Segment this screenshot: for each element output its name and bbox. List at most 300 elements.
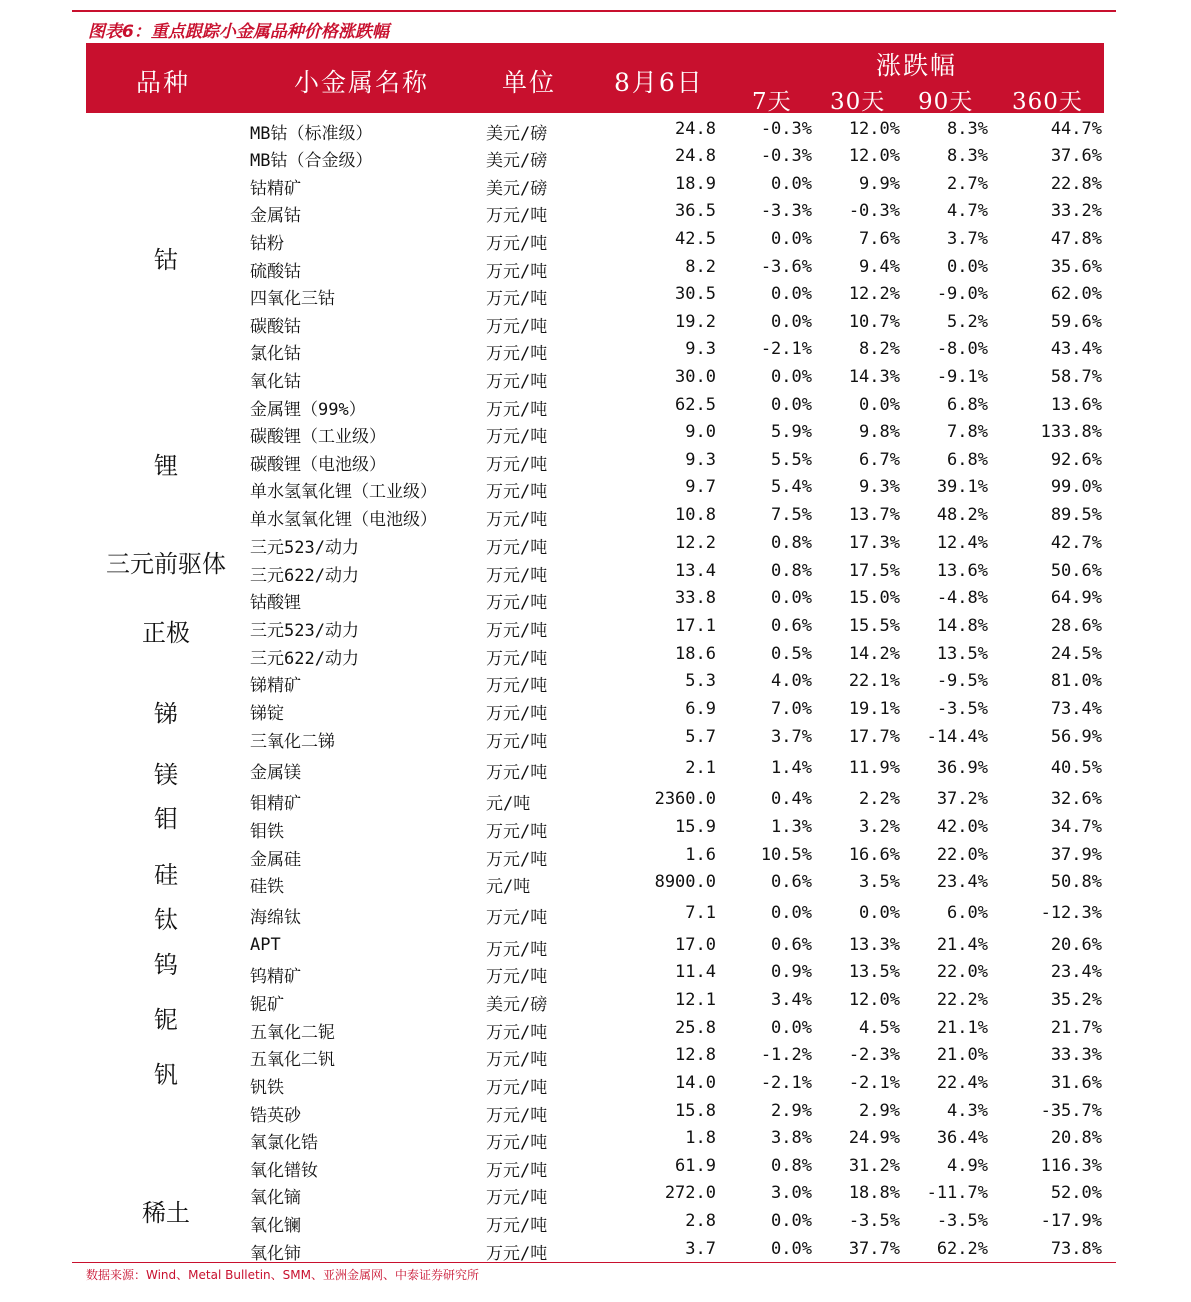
unit-cell: 万元/吨 [486,400,548,420]
metal-name-cell: 铌矿 [250,995,284,1015]
change-7d-cell: 0.6% [771,616,812,636]
price-cell: 19.2 [675,312,716,332]
price-cell: 5.7 [685,727,716,747]
change-30d-cell: 6.7% [859,450,900,470]
table-row [86,696,1104,723]
change-360d-cell: 22.8% [1050,174,1102,194]
table-row [86,1042,1104,1069]
change-7d-cell: 0.0% [771,395,812,415]
change-7d-cell: 0.0% [771,174,812,194]
change-360d-cell: 33.2% [1050,201,1102,221]
change-7d-cell: 3.7% [771,727,812,747]
change-360d-cell: 56.9% [1050,727,1102,747]
change-7d-cell: 5.4% [771,477,812,497]
unit-cell: 万元/吨 [486,732,548,752]
change-90d-cell: 23.4% [936,872,988,892]
unit-cell: 万元/吨 [486,566,548,586]
change-90d-cell: 8.3% [947,119,988,139]
metal-name-cell: 五氧化二铌 [250,1023,335,1043]
table-row [86,641,1104,668]
change-90d-cell: 14.8% [936,616,988,636]
unit-cell: 万元/吨 [486,1050,548,1070]
price-cell: 8900.0 [654,872,716,892]
change-360d-cell: -35.7% [1040,1101,1102,1121]
change-90d-cell: 37.2% [936,789,988,809]
metal-name-cell: 海绵钛 [250,908,301,928]
metal-name-cell: 氧化镨钕 [250,1161,318,1181]
metal-name-cell: 氧化镝 [250,1188,301,1208]
metal-name-cell: 四氧化三钴 [250,289,335,309]
change-30d-cell: 24.9% [848,1128,900,1148]
metal-name-cell: 五氧化二钒 [250,1050,335,1070]
change-7d-cell: -3.3% [760,201,812,221]
price-cell: 18.6 [675,644,716,664]
price-cell: 13.4 [675,561,716,581]
change-360d-cell: 23.4% [1050,962,1102,982]
unit-cell: 万元/吨 [486,1133,548,1153]
table-row [86,419,1104,446]
change-360d-cell: 89.5% [1050,505,1102,525]
price-cell: 1.8 [685,1128,716,1148]
change-90d-cell: 6.0% [947,903,988,923]
change-30d-cell: 14.3% [848,367,900,387]
change-7d-cell: 0.0% [771,903,812,923]
change-90d-cell: 22.2% [936,990,988,1010]
category-label: 锂 [154,452,178,480]
change-7d-cell: 4.0% [771,671,812,691]
change-360d-cell: 73.4% [1050,699,1102,719]
change-360d-cell: 43.4% [1050,339,1102,359]
metal-name-cell: 钼铁 [250,822,284,842]
unit-cell: 万元/吨 [486,822,548,842]
unit-cell: 万元/吨 [486,1023,548,1043]
unit-cell: 万元/吨 [486,372,548,392]
change-30d-cell: 9.4% [859,257,900,277]
change-90d-cell: 62.2% [936,1239,988,1259]
change-360d-cell: 92.6% [1050,450,1102,470]
change-90d-cell: -4.8% [936,588,988,608]
change-7d-cell: 0.4% [771,789,812,809]
change-360d-cell: 50.8% [1050,872,1102,892]
change-360d-cell: -17.9% [1040,1211,1102,1231]
metal-name-cell: 氧化钴 [250,372,301,392]
change-90d-cell: 12.4% [936,533,988,553]
change-7d-cell: -2.1% [760,1073,812,1093]
table-row [86,558,1104,585]
table-row [86,1153,1104,1180]
change-90d-cell: 4.9% [947,1156,988,1176]
unit-cell: 万元/吨 [486,908,548,928]
change-360d-cell: 20.6% [1050,935,1102,955]
table-row [86,116,1104,143]
change-90d-cell: 8.3% [947,146,988,166]
table-row [86,1015,1104,1042]
change-90d-cell: -9.0% [936,284,988,304]
table-row [86,613,1104,640]
price-cell: 14.0 [675,1073,716,1093]
change-360d-cell: 35.2% [1050,990,1102,1010]
footer-divider [72,1262,1116,1263]
table-row [86,364,1104,391]
metal-name-cell: 三元622/动力 [250,566,359,586]
change-30d-cell: 0.0% [859,395,900,415]
price-cell: 9.7 [685,477,716,497]
change-7d-cell: 0.8% [771,1156,812,1176]
change-7d-cell: 0.0% [771,1211,812,1231]
metal-name-cell: 硅铁 [250,877,284,897]
change-30d-cell: 9.8% [859,422,900,442]
metal-name-cell: 氧化铈 [250,1244,301,1264]
change-360d-cell: 133.8% [1040,422,1102,442]
change-90d-cell: 6.8% [947,450,988,470]
change-30d-cell: 15.0% [848,588,900,608]
unit-cell: 万元/吨 [486,1161,548,1181]
unit-cell: 万元/吨 [486,482,548,502]
header-unit: 单位 [502,68,557,97]
table-row [86,724,1104,751]
change-360d-cell: -12.3% [1040,903,1102,923]
category-label: 钒 [154,1061,178,1089]
unit-cell: 万元/吨 [486,621,548,641]
unit-cell: 美元/磅 [486,179,548,199]
header-variety: 品种 [136,68,191,97]
price-cell: 61.9 [675,1156,716,1176]
metal-name-cell: 锑精矿 [250,676,301,696]
price-cell: 9.3 [685,339,716,359]
change-7d-cell: 0.6% [771,935,812,955]
change-7d-cell: 7.0% [771,699,812,719]
change-7d-cell: 0.0% [771,1239,812,1259]
change-360d-cell: 13.6% [1050,395,1102,415]
category-label: 三元前驱体 [106,550,226,578]
change-360d-cell: 33.3% [1050,1045,1102,1065]
metal-name-cell: 锑锭 [250,704,284,724]
change-90d-cell: 3.7% [947,229,988,249]
change-90d-cell: -11.7% [926,1183,988,1203]
category-label: 正极 [142,619,190,647]
unit-cell: 元/吨 [486,877,531,897]
change-30d-cell: 12.0% [848,119,900,139]
price-cell: 6.9 [685,699,716,719]
price-cell: 11.4 [675,962,716,982]
change-360d-cell: 32.6% [1050,789,1102,809]
change-90d-cell: -14.4% [926,727,988,747]
change-30d-cell: 12.0% [848,146,900,166]
change-360d-cell: 31.6% [1050,1073,1102,1093]
table-row [86,143,1104,170]
change-30d-cell: 4.5% [859,1018,900,1038]
change-90d-cell: 0.0% [947,257,988,277]
change-360d-cell: 116.3% [1040,1156,1102,1176]
metal-name-cell: MB钴（合金级） [250,151,373,171]
change-7d-cell: -1.2% [760,1045,812,1065]
price-cell: 8.2 [685,257,716,277]
unit-cell: 万元/吨 [486,206,548,226]
table-row [86,869,1104,896]
category-label: 铌 [154,1006,178,1034]
price-cell: 12.1 [675,990,716,1010]
change-360d-cell: 59.6% [1050,312,1102,332]
change-30d-cell: 9.9% [859,174,900,194]
table-row [86,1098,1104,1125]
change-30d-cell: 2.9% [859,1101,900,1121]
header-30d: 30天 [830,89,886,115]
metal-name-cell: 氧化镧 [250,1216,301,1236]
unit-cell: 万元/吨 [486,593,548,613]
price-cell: 24.8 [675,119,716,139]
change-360d-cell: 37.9% [1050,845,1102,865]
change-90d-cell: 22.4% [936,1073,988,1093]
change-360d-cell: 50.6% [1050,561,1102,581]
change-30d-cell: 12.2% [848,284,900,304]
change-30d-cell: 18.8% [848,1183,900,1203]
change-7d-cell: 0.0% [771,284,812,304]
change-7d-cell: 3.4% [771,990,812,1010]
price-cell: 15.8 [675,1101,716,1121]
change-90d-cell: 36.9% [936,758,988,778]
header-date: 8月6日 [614,68,704,97]
price-cell: 10.8 [675,505,716,525]
price-cell: 25.8 [675,1018,716,1038]
change-90d-cell: 13.5% [936,644,988,664]
change-90d-cell: 22.0% [936,845,988,865]
category-label: 钼 [154,805,178,833]
change-30d-cell: 22.1% [848,671,900,691]
price-cell: 42.5 [675,229,716,249]
change-30d-cell: 12.0% [848,990,900,1010]
unit-cell: 万元/吨 [486,427,548,447]
header-name: 小金属名称 [294,68,430,97]
metal-name-cell: 硫酸钴 [250,262,301,282]
category-label: 锑 [154,700,178,728]
metal-name-cell: 钴精矿 [250,179,301,199]
change-7d-cell: 1.4% [771,758,812,778]
table-row [86,786,1104,813]
change-90d-cell: -9.1% [936,367,988,387]
unit-cell: 万元/吨 [486,967,548,987]
table-row [86,814,1104,841]
change-90d-cell: 42.0% [936,817,988,837]
header-7d: 7天 [752,89,792,115]
table-row [86,959,1104,986]
metal-name-cell: 单水氢氧化锂（电池级） [250,510,437,530]
change-30d-cell: 14.2% [848,644,900,664]
change-7d-cell: -3.6% [760,257,812,277]
change-30d-cell: 13.7% [848,505,900,525]
change-30d-cell: 37.7% [848,1239,900,1259]
table-header [86,43,1104,113]
price-cell: 30.0 [675,367,716,387]
change-30d-cell: 3.2% [859,817,900,837]
price-cell: 9.3 [685,450,716,470]
price-cell: 33.8 [675,588,716,608]
table-row [86,987,1104,1014]
table-row [86,530,1104,557]
metal-name-cell: 金属锂（99%） [250,400,366,420]
unit-cell: 万元/吨 [486,940,548,960]
change-360d-cell: 40.5% [1050,758,1102,778]
change-360d-cell: 99.0% [1050,477,1102,497]
metal-name-cell: 三氧化二锑 [250,732,335,752]
table-row [86,254,1104,281]
change-30d-cell: 9.3% [859,477,900,497]
change-30d-cell: 8.2% [859,339,900,359]
table-row [86,668,1104,695]
change-30d-cell: 17.5% [848,561,900,581]
change-360d-cell: 21.7% [1050,1018,1102,1038]
source-note: 数据来源：Wind、Metal Bulletin、SMM、亚洲金属网、中泰证券研究所 [86,1268,479,1282]
unit-cell: 万元/吨 [486,317,548,337]
change-360d-cell: 34.7% [1050,817,1102,837]
category-label: 钴 [154,246,178,274]
change-30d-cell: 15.5% [848,616,900,636]
price-cell: 24.8 [675,146,716,166]
change-7d-cell: 2.9% [771,1101,812,1121]
table-row [86,1125,1104,1152]
table-row [86,900,1104,927]
change-7d-cell: 3.0% [771,1183,812,1203]
table-row [86,755,1104,782]
change-30d-cell: 11.9% [848,758,900,778]
table-row [86,932,1104,959]
unit-cell: 万元/吨 [486,455,548,475]
metal-name-cell: 单水氢氧化锂（工业级） [250,482,437,502]
table-row [86,392,1104,419]
unit-cell: 万元/吨 [486,649,548,669]
metal-name-cell: 金属镁 [250,763,301,783]
change-90d-cell: 39.1% [936,477,988,497]
unit-cell: 万元/吨 [486,763,548,783]
unit-cell: 万元/吨 [486,676,548,696]
change-360d-cell: 58.7% [1050,367,1102,387]
table-row [86,1236,1104,1263]
metal-name-cell: 氧氯化锆 [250,1133,318,1153]
change-90d-cell: -3.5% [936,1211,988,1231]
metal-name-cell: 三元523/动力 [250,621,359,641]
metal-name-cell: 钨精矿 [250,967,301,987]
category-label: 稀土 [142,1199,190,1227]
table-row [86,474,1104,501]
price-cell: 36.5 [675,201,716,221]
change-7d-cell: 0.9% [771,962,812,982]
change-90d-cell: 2.7% [947,174,988,194]
price-cell: 18.9 [675,174,716,194]
change-360d-cell: 62.0% [1050,284,1102,304]
metal-name-cell: 钴粉 [250,234,284,254]
change-360d-cell: 52.0% [1050,1183,1102,1203]
price-cell: 272.0 [664,1183,716,1203]
change-30d-cell: 17.3% [848,533,900,553]
change-7d-cell: 5.5% [771,450,812,470]
metal-name-cell: 金属钴 [250,206,301,226]
change-7d-cell: -2.1% [760,339,812,359]
price-cell: 62.5 [675,395,716,415]
unit-cell: 美元/磅 [486,124,548,144]
table-row [86,336,1104,363]
change-360d-cell: 37.6% [1050,146,1102,166]
table-row [86,447,1104,474]
metal-name-cell: 氯化钴 [250,344,301,364]
table-row [86,281,1104,308]
unit-cell: 万元/吨 [486,850,548,870]
change-90d-cell: 22.0% [936,962,988,982]
header-90d: 90天 [918,89,974,115]
price-cell: 7.1 [685,903,716,923]
change-30d-cell: 2.2% [859,789,900,809]
metal-name-cell: 金属硅 [250,850,301,870]
change-90d-cell: 21.4% [936,935,988,955]
change-7d-cell: 0.8% [771,561,812,581]
category-label: 镁 [154,761,178,789]
metal-name-cell: MB钴（标准级） [250,124,373,144]
change-360d-cell: 44.7% [1050,119,1102,139]
unit-cell: 万元/吨 [486,538,548,558]
unit-cell: 万元/吨 [486,1216,548,1236]
change-7d-cell: 0.5% [771,644,812,664]
metal-name-cell: 锆英砂 [250,1106,301,1126]
change-360d-cell: 73.8% [1050,1239,1102,1259]
price-cell: 17.0 [675,935,716,955]
metal-name-cell: 三元523/动力 [250,538,359,558]
unit-cell: 万元/吨 [486,234,548,254]
table-row [86,198,1104,225]
change-7d-cell: 10.5% [760,845,812,865]
change-90d-cell: 13.6% [936,561,988,581]
table-row [86,171,1104,198]
change-30d-cell: 10.7% [848,312,900,332]
change-7d-cell: 7.5% [771,505,812,525]
header-360d: 360天 [1012,89,1083,115]
unit-cell: 万元/吨 [486,1244,548,1264]
price-cell: 15.9 [675,817,716,837]
unit-cell: 万元/吨 [486,704,548,724]
price-cell: 5.3 [685,671,716,691]
change-7d-cell: 5.9% [771,422,812,442]
unit-cell: 万元/吨 [486,1188,548,1208]
change-30d-cell: 7.6% [859,229,900,249]
unit-cell: 万元/吨 [486,289,548,309]
table-row [86,226,1104,253]
price-cell: 1.6 [685,845,716,865]
change-90d-cell: 21.0% [936,1045,988,1065]
metal-name-cell: 碳酸锂（工业级） [250,427,386,447]
change-90d-cell: 4.3% [947,1101,988,1121]
change-30d-cell: -3.5% [848,1211,900,1231]
change-90d-cell: 48.2% [936,505,988,525]
change-30d-cell: -2.1% [848,1073,900,1093]
price-cell: 2.1 [685,758,716,778]
change-360d-cell: 81.0% [1050,671,1102,691]
table-row [86,585,1104,612]
category-label: 钨 [154,951,178,979]
price-cell: 2360.0 [654,789,716,809]
change-30d-cell: 13.5% [848,962,900,982]
change-7d-cell: -0.3% [760,119,812,139]
change-30d-cell: 16.6% [848,845,900,865]
metal-name-cell: 钒铁 [250,1078,284,1098]
change-90d-cell: 5.2% [947,312,988,332]
change-30d-cell: 13.3% [848,935,900,955]
change-7d-cell: 0.8% [771,533,812,553]
change-30d-cell: 31.2% [848,1156,900,1176]
price-cell: 9.0 [685,422,716,442]
change-90d-cell: 21.1% [936,1018,988,1038]
change-7d-cell: 0.0% [771,588,812,608]
category-label: 钛 [154,906,178,934]
figure-title-bar [72,10,1116,42]
unit-cell: 万元/吨 [486,344,548,364]
price-cell: 12.2 [675,533,716,553]
